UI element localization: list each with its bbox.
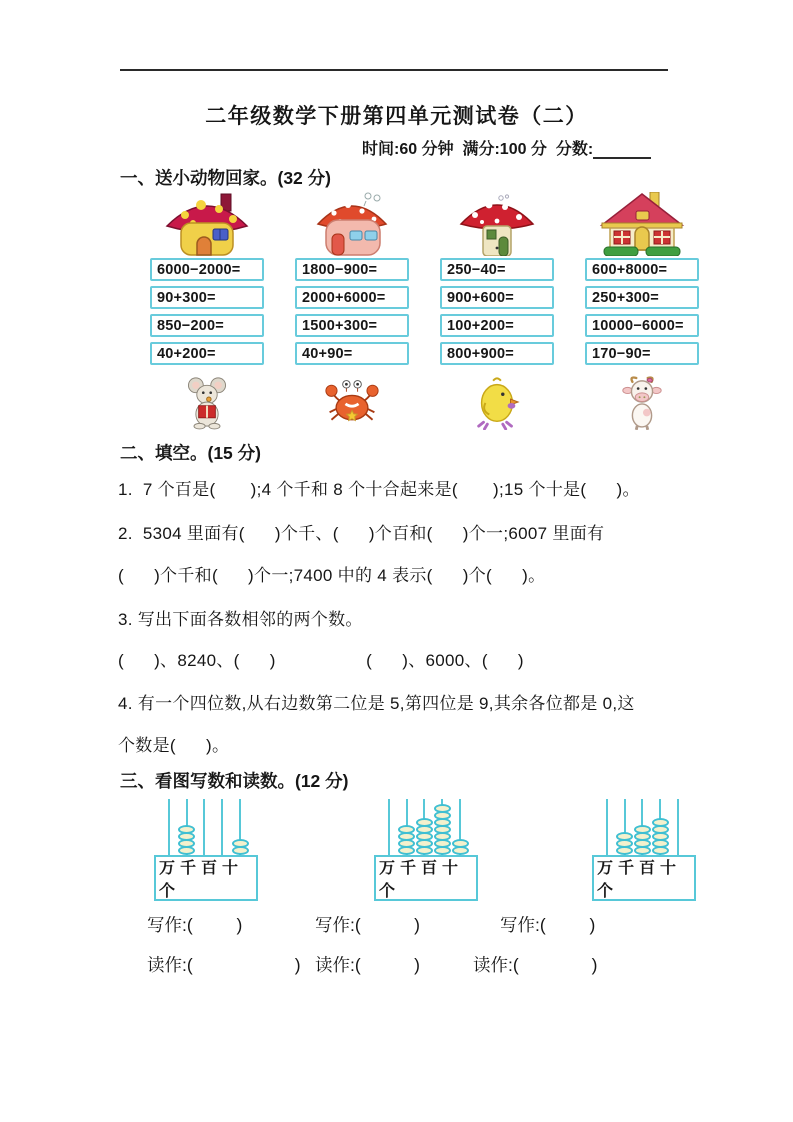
problem-text: 40+90= xyxy=(302,345,353,362)
abacus-frame xyxy=(374,855,478,901)
mushroom-house-crimson-yellow-illustration xyxy=(150,192,264,256)
fill-blank-line-1: 1. 7 个百是( );4 个千和 8 个十合起来是( );15 个十是( )。 xyxy=(118,480,640,499)
abacus-bead xyxy=(652,846,669,855)
toadstool-mushroom-house-illustration xyxy=(440,192,554,256)
problem-box xyxy=(585,314,699,337)
problem-text: 250−40= xyxy=(447,261,506,278)
problem-text: 100+200= xyxy=(447,317,514,334)
write-as-blank-2: 写作:( ) xyxy=(315,915,420,935)
problem-text: 6000−2000= xyxy=(157,261,241,278)
read-as-blank-1: 读作:( ) xyxy=(147,955,301,975)
problem-text: 1800−900= xyxy=(302,261,378,278)
abacus-rod-qian xyxy=(398,799,416,855)
abacus-rod-shi xyxy=(433,799,451,855)
exam-meta xyxy=(362,136,651,159)
abacus-rod-qian xyxy=(616,799,634,855)
exercise-column-1 xyxy=(150,192,264,431)
abacus-place-labels: 万千百十个 xyxy=(597,860,682,900)
problem-text: 170−90= xyxy=(592,345,651,362)
abacus-bead xyxy=(416,846,433,855)
read-as-blank-3: 读作:( ) xyxy=(473,955,598,975)
exercise-column-4 xyxy=(585,192,699,431)
score-blank xyxy=(593,144,651,159)
fill-blank-line-4b: 个数是( )。 xyxy=(118,736,230,755)
problem-text: 900+600= xyxy=(447,289,514,306)
problem-box xyxy=(585,258,699,281)
problem-text: 850−200= xyxy=(157,317,224,334)
fill-blank-line-4a: 4. 有一个四位数,从右边数第二位是 5,第四位是 9,其余各位都是 0,这 xyxy=(118,694,635,713)
abacus-rod-ge xyxy=(669,799,687,855)
mushroom-house-orange-pink-illustration xyxy=(295,192,409,256)
abacus-rod-bai xyxy=(196,799,214,855)
section2-heading: 二、填空。(15 分) xyxy=(120,443,261,463)
problem-text: 90+300= xyxy=(157,289,216,306)
abacus-bead xyxy=(178,846,195,855)
abacus-rods xyxy=(374,799,478,855)
abacus-rod-shi xyxy=(213,799,231,855)
section3-heading: 三、看图写数和读数。(12 分) xyxy=(120,771,349,791)
problem-box xyxy=(585,286,699,309)
problem-box xyxy=(440,314,554,337)
abacus-bead xyxy=(434,846,451,855)
matching-exercise xyxy=(150,192,699,431)
problem-text: 1500+300= xyxy=(302,317,378,334)
problem-box xyxy=(150,342,264,365)
problem-box xyxy=(440,342,554,365)
abacus-rods xyxy=(592,799,696,855)
abacus-bead xyxy=(616,846,633,855)
exercise-column-2 xyxy=(295,192,409,431)
problem-text: 40+200= xyxy=(157,345,216,362)
abacus-bead xyxy=(452,846,469,855)
abacus-frame xyxy=(154,855,258,901)
problem-box xyxy=(295,314,409,337)
abacus-rod-wan xyxy=(598,799,616,855)
abacus-bead xyxy=(398,846,415,855)
read-as-blank-2: 读作:( ) xyxy=(315,955,420,975)
abacus-diagram-3 xyxy=(592,799,696,901)
abacus-diagram-2 xyxy=(374,799,478,901)
abacus-rod-shi xyxy=(651,799,669,855)
problem-box xyxy=(150,314,264,337)
problem-box xyxy=(150,286,264,309)
write-as-blank-3: 写作:( ) xyxy=(500,915,596,935)
cottage-house-illustration xyxy=(585,192,699,256)
fill-blank-line-2b: ( )个千和( )个一;7400 中的 4 表示( )个( )。 xyxy=(118,566,546,585)
abacus-rod-bai xyxy=(416,799,434,855)
abacus-rods xyxy=(154,799,258,855)
problem-text: 10000−6000= xyxy=(592,317,684,334)
abacus-bead xyxy=(634,846,651,855)
fill-blank-line-3: 3. 写出下面各数相邻的两个数。 xyxy=(118,610,363,629)
problem-text: 800+900= xyxy=(447,345,514,362)
fill-blank-line-3-answers: ( )、8240、( ) ( )、6000、( ) xyxy=(118,651,524,670)
write-as-blank-1: 写作:( ) xyxy=(147,915,243,935)
exam-meta-text: 时间:60 分钟 满分:100 分 分数: xyxy=(362,141,594,158)
header-rule xyxy=(120,69,668,71)
abacus-rod-qian xyxy=(178,799,196,855)
mouse-illustration xyxy=(150,373,264,431)
problem-box xyxy=(295,342,409,365)
problem-text: 2000+6000= xyxy=(302,289,386,306)
calf-illustration xyxy=(585,373,699,431)
exercise-column-3 xyxy=(440,192,554,431)
problem-box xyxy=(440,258,554,281)
section1-heading: 一、送小动物回家。(32 分) xyxy=(120,168,331,188)
problem-text: 600+8000= xyxy=(592,261,668,278)
crab-illustration xyxy=(295,373,409,431)
abacus-frame xyxy=(592,855,696,901)
fill-blank-line-2a: 2. 5304 里面有( )个千、( )个百和( )个一;6007 里面有 xyxy=(118,524,605,543)
abacus-rod-ge xyxy=(231,799,249,855)
problem-box xyxy=(150,258,264,281)
abacus-place-labels: 万千百十个 xyxy=(379,860,464,900)
problem-box xyxy=(295,258,409,281)
problem-text: 250+300= xyxy=(592,289,659,306)
problem-box xyxy=(440,286,554,309)
problem-box xyxy=(585,342,699,365)
abacus-place-labels: 万千百十个 xyxy=(159,860,244,900)
abacus-rod-bai xyxy=(634,799,652,855)
abacus-diagram-1 xyxy=(154,799,258,901)
abacus-rod-wan xyxy=(160,799,178,855)
problem-box xyxy=(295,286,409,309)
chick-illustration xyxy=(440,373,554,431)
abacus-rod-wan xyxy=(380,799,398,855)
abacus-rod-ge xyxy=(451,799,469,855)
abacus-bead xyxy=(232,846,249,855)
page-title: 二年级数学下册第四单元测试卷（二） xyxy=(205,104,588,128)
